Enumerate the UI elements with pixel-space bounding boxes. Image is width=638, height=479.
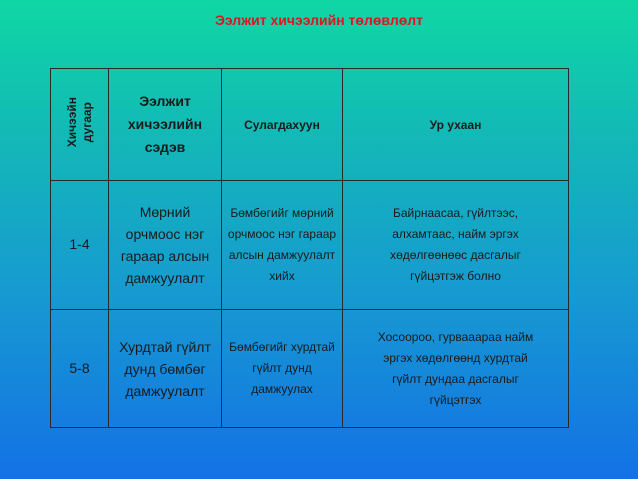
row-equipment-cell <box>222 310 343 428</box>
row-skill-cell <box>343 310 569 428</box>
header-cell-equipment <box>222 69 343 181</box>
row-number: 1-4 <box>69 236 90 252</box>
page-title: Ээлжит хичээлийн төлөвлөлт <box>214 12 424 28</box>
row-equipment-cell <box>222 181 343 310</box>
header-topic-label: Ээлжит хичээлийн сэдэв <box>127 93 203 155</box>
header-number-label: Хичээйн дугаар <box>64 96 94 148</box>
table-header-row <box>51 69 569 181</box>
table-row <box>51 181 569 310</box>
header-cell-skill <box>343 69 569 181</box>
row-skill: Байрнаасаа, гүйлтээс, алхамтаас, найм эргэх хөдөлгөөнөөс дасгалыг гүйцэтгэж болно <box>390 206 521 283</box>
header-cell-topic <box>109 69 222 181</box>
row-number-cell <box>51 181 109 310</box>
lesson-plan-table <box>50 68 569 428</box>
header-equipment-label: Сулагдахуун <box>244 117 320 132</box>
row-number-cell <box>51 310 109 428</box>
row-topic-cell <box>109 181 222 310</box>
row-topic-cell <box>109 310 222 428</box>
header-skill-label: Ур ухаан <box>429 117 482 132</box>
row-skill-cell <box>343 181 569 310</box>
row-skill: Хосоороо, гурвааараа найм эргэх хөдөлгөөнд хурдтай гүйлт дундаа дасгалыг гүйцэтгэх <box>377 329 534 407</box>
row-topic: Хурдтай гүйлт дунд бөмбөг дамжуулалт <box>119 338 211 399</box>
row-equipment: Бөмбөгийг хурдтай гүйлт дунд дамжуулах <box>229 340 335 396</box>
row-equipment: Бөмбөгийг мөрний орчмоос нэг гараар алсын дамжуулалт хийх <box>227 206 337 283</box>
row-number: 5-8 <box>69 359 90 376</box>
header-cell-number <box>51 69 109 181</box>
table-row <box>51 310 569 428</box>
row-topic: Мөрний орчмоос нэг гараар алсын дамжуулалт <box>120 204 210 286</box>
